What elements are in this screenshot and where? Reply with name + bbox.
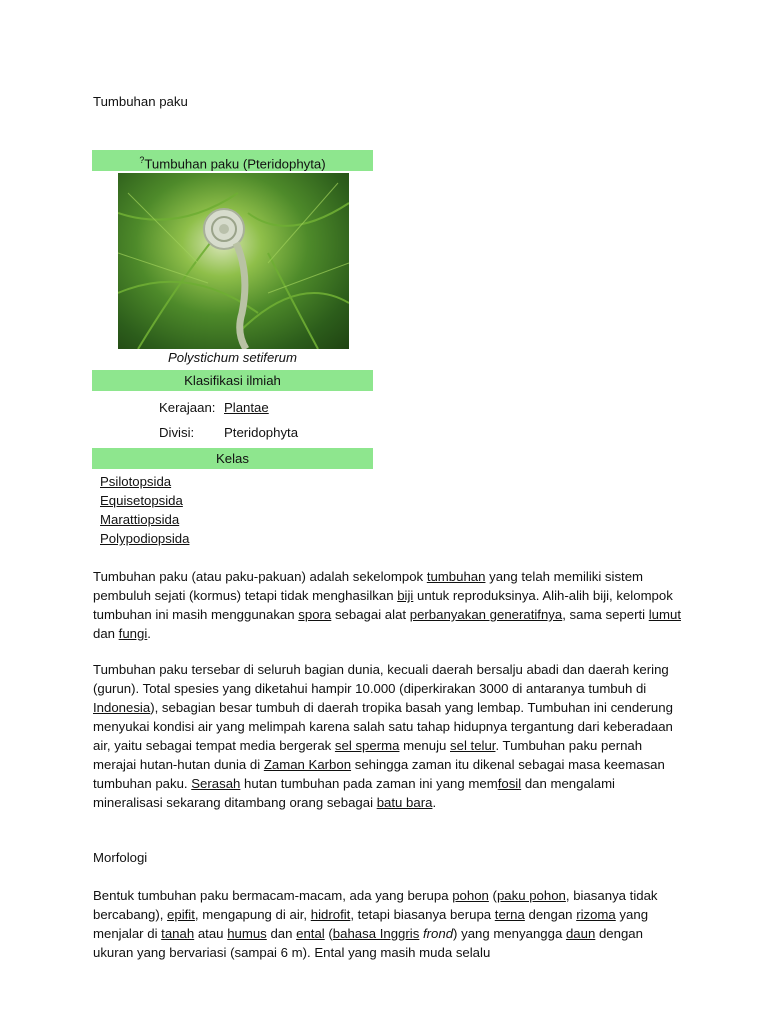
link-terna[interactable]: terna [494,907,525,922]
class-link-marattiopsida[interactable]: Marattiopsida [100,512,180,527]
link-ental[interactable]: ental [296,926,325,941]
kingdom-label: Kerajaan: [159,400,216,415]
text: , mengapung di air, [194,907,311,922]
kingdom-row [159,400,269,415]
kingdom-link[interactable]: Plantae [224,400,269,415]
text: dengan [524,907,577,922]
fern-photo [118,173,349,349]
text: , sama seperti [562,607,649,622]
link-humus[interactable]: humus [227,926,267,941]
text: ( [324,926,333,941]
link-sel-sperma[interactable]: sel sperma [334,738,400,753]
division-value: Pteridophyta [224,425,299,440]
link-fungi[interactable]: fungi [118,626,148,641]
link-biji[interactable]: biji [397,588,414,603]
link-tumbuhan[interactable]: tumbuhan [426,569,486,584]
class-link-psilotopsida[interactable]: Psilotopsida [100,474,172,489]
class-list [100,472,189,548]
text: yang menjalar di [93,907,649,941]
link-pohon[interactable]: pohon [452,888,489,903]
link-epifit[interactable]: epifit [167,907,195,922]
text: menuju [399,738,451,753]
term-frond: frond [422,926,454,941]
link-perbanyakan-generatif[interactable]: perbanyakan generatifnya [409,607,563,622]
link-fosil[interactable]: fosil [497,776,522,791]
link-sel-telur[interactable]: sel telur [450,738,496,753]
text: . [147,626,151,641]
division-label: Divisi: [159,425,195,440]
text: , tetapi biasanya berupa [350,907,495,922]
text: sehingga zaman itu dikenal sebagai masa keemasan tumbuhan paku. [93,757,665,791]
division-row [159,425,298,440]
text: dengan ukuran yang bervariasi (sampai 6 m). Ental yang masih muda selalu [93,926,643,960]
link-rizoma[interactable]: rizoma [576,907,616,922]
text: Tumbuhan paku (atau paku-pakuan) adalah sekelompok [93,569,427,584]
page-title: Tumbuhan paku [93,94,188,109]
link-tanah[interactable]: tanah [161,926,195,941]
text: sebagai alat [331,607,410,622]
text: dan [93,626,119,641]
link-batu-bara[interactable]: batu bara [376,795,433,810]
paragraph-distribution [93,660,683,812]
link-hidrofit[interactable]: hidrofit [310,907,351,922]
class-link-equisetopsida[interactable]: Equisetopsida [100,493,183,508]
link-spora[interactable]: spora [298,607,332,622]
link-lumut[interactable]: lumut [648,607,681,622]
text: untuk reproduksinya. Alih-alih biji, kelompok tumbuhan ini masih menggunakan [93,588,673,622]
classification-header: Klasifikasi ilmiah [92,370,373,391]
text: dan mengalami mineralisasi sekarang ditambang orang sebagai [93,776,615,810]
class-link-polypodiopsida[interactable]: Polypodiopsida [100,531,190,546]
text: ) yang menyangga [453,926,566,941]
link-zaman-karbon[interactable]: Zaman Karbon [263,757,352,772]
class-header: Kelas [92,448,373,469]
infobox-header-mark: ? [139,155,145,165]
text: , biasanya tidak bercabang), [93,888,658,922]
text: hutan tumbuhan pada zaman ini yang mem [240,776,498,791]
paragraph-intro [93,567,683,643]
text: atau [194,926,228,941]
photo-caption: Polystichum setiferum [168,350,297,365]
text: ), sebagian besar tumbuh di daerah tropika basah yang lembap. Tumbuhan ini cenderung menyukai kondisi air yang melimpah karena salah satu tahap hidupnya tergantung dari keberadaan air, yaitu sebagai tempat media bergerak [93,700,673,753]
link-paku-pohon[interactable]: paku pohon [496,888,566,903]
link-serasah[interactable]: Serasah [191,776,241,791]
section-heading-morfologi: Morfologi [93,850,148,865]
text: ( [488,888,497,903]
infobox-header [92,150,373,171]
link-bahasa-inggris[interactable]: bahasa Inggris [332,926,420,941]
paragraph-morphology [93,886,683,962]
text: dan [266,926,297,941]
link-indonesia[interactable]: Indonesia [93,700,151,715]
text: Bentuk tumbuhan paku bermacam-macam, ada yang berupa [93,888,453,903]
text: . Tumbuhan paku pernah merajai hutan-hutan dunia di [93,738,643,772]
text: Tumbuhan paku tersebar di seluruh bagian dunia, kecuali daerah bersalju abadi dan daerah kering (gurun). Total spesies yang diketahui hampir 10.000 (diperkirakan 3000 di antaranya tumbuh di [93,662,669,696]
text: . [432,795,437,810]
text: yang telah memiliki sistem pembuluh sejati (kormus) tetapi tidak menghasilkan [93,569,644,603]
infobox-header-text: Tumbuhan paku (Pteridophyta) [144,156,326,172]
link-daun[interactable]: daun [565,926,596,941]
